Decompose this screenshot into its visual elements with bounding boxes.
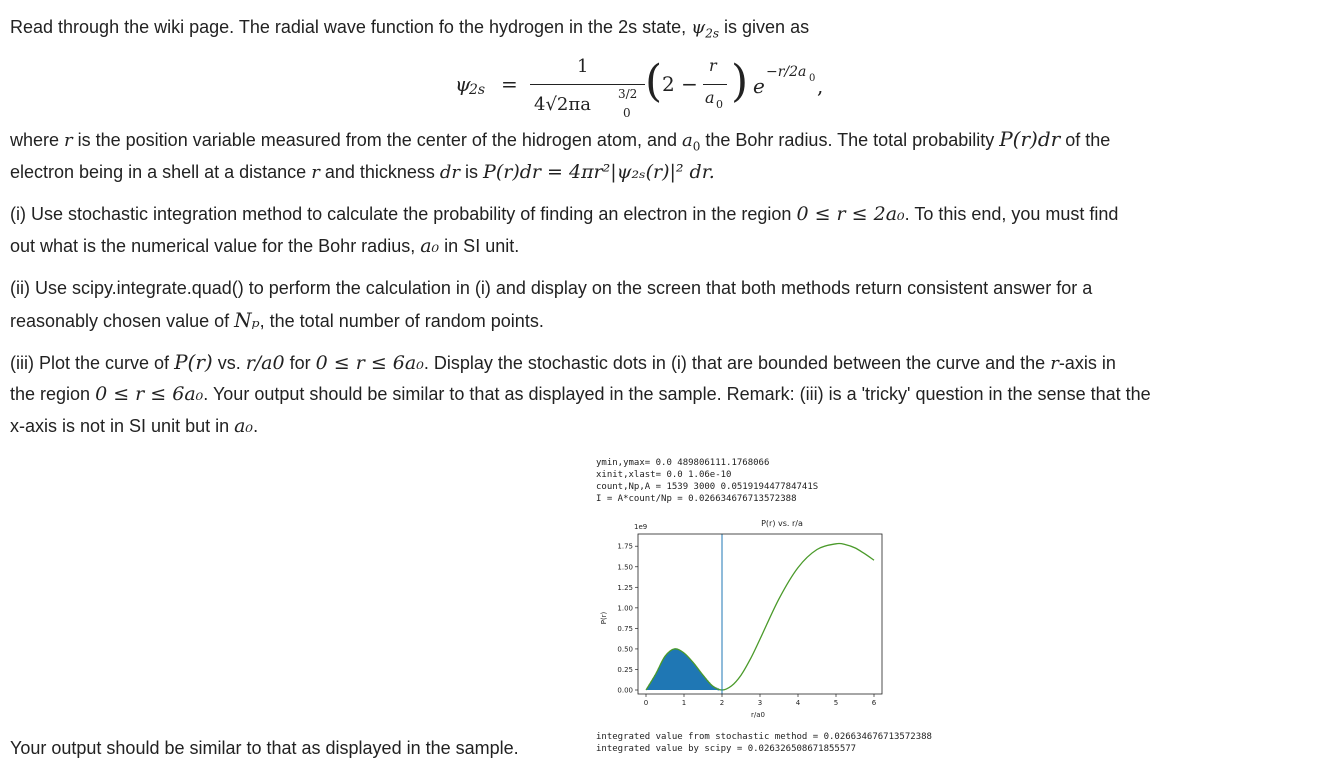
where-line: where r is the position variable measured from the center of the hidrogen atom, and $a_0$ the Bohr radius. The total probability P(r)dr of the [10, 127, 1111, 154]
offset-text: 1e9 [634, 523, 648, 531]
console-line-3: count,Np,A = 1539 3000 0.051919447784741S [596, 482, 819, 492]
x-axis-label: r/a0 [751, 711, 765, 719]
x-tick-label: 2 [719, 699, 725, 707]
y-tick-label: 0.00 [617, 686, 633, 695]
x-tick-label: 0 [643, 699, 649, 707]
y-tick-label: 1.00 [617, 604, 633, 613]
probability-plot [590, 512, 890, 722]
y-tick-label: 0.25 [617, 665, 633, 674]
psi-2s-inline: $\psi_{2s}$ [691, 17, 720, 41]
intro-line: Read through the wiki page. The radial wave function fo the hydrogen in the 2s state, $\psi_{2s}$ is given as [10, 17, 810, 41]
question-1-line-1: (i) Use stochastic integration method to calculate the probability of finding an electron in the region 0 ≤ r ≤ 2a₀. To this end, you must find [10, 203, 1119, 225]
question-2-line-1: (ii) Use scipy.integrate.quad() to perform the calculation in (i) and display on the screen that both methods return consistent answer for a [10, 278, 1093, 298]
x-tick-label: 4 [795, 699, 801, 707]
y-tick-label: 0.50 [617, 645, 633, 654]
question-2-line-2: reasonably chosen value of Nₚ, the total number of random points. [10, 308, 544, 332]
footer-note: Your output should be similar to that as displayed in the sample. [10, 738, 519, 758]
console-line-4: I = A*count/Np = 0.026634676713572388 [596, 494, 797, 504]
console-line-2: xinit,xlast= 0.0 1.06e-10 [596, 470, 732, 480]
y-tick-label: 1.50 [617, 563, 633, 572]
question-3-line-3: x-axis is not in SI unit but in a₀. [10, 415, 259, 437]
console-result-scipy: integrated value by scipy = 0.026326508671855577 [596, 744, 857, 754]
question-3-line-1: (iii) Plot the curve of P(r) vs. r/a0 for 0 ≤ r ≤ 6a₀. Display the stochastic dots in (i) that are bounded between the curve and the r-axis in [10, 350, 1116, 374]
x-tick-label: 3 [757, 699, 763, 707]
x-tick-label: 5 [833, 699, 839, 707]
y-tick-label: 0.75 [617, 624, 633, 633]
plot-title: P(r) vs. r/a [761, 519, 803, 528]
x-tick-label: 6 [871, 699, 877, 707]
electron-line: electron being in a shell at a distance r and thickness dr is P(r)dr = 4πr²|ψ₂ₛ(r)|² dr. [10, 161, 715, 183]
y-tick-label: 1.25 [617, 583, 633, 592]
y-tick-label: 1.75 [617, 542, 633, 551]
console-line-1: ymin,ymax= 0.0 489806111.1768066 [596, 458, 770, 468]
question-1-line-2: out what is the numerical value for the Bohr radius, a₀ in SI unit. [10, 235, 520, 257]
x-tick-label: 1 [681, 699, 687, 707]
console-result-stochastic: integrated value from stochastic method = 0.026634676713572388 [596, 732, 932, 742]
y-axis-label: P(r) [600, 611, 608, 625]
question-3-line-2: the region 0 ≤ r ≤ 6a₀. Your output should be similar to that as displayed in the sample. Remark: (iii) is a 'tricky' question in the sense that the [10, 383, 1151, 405]
